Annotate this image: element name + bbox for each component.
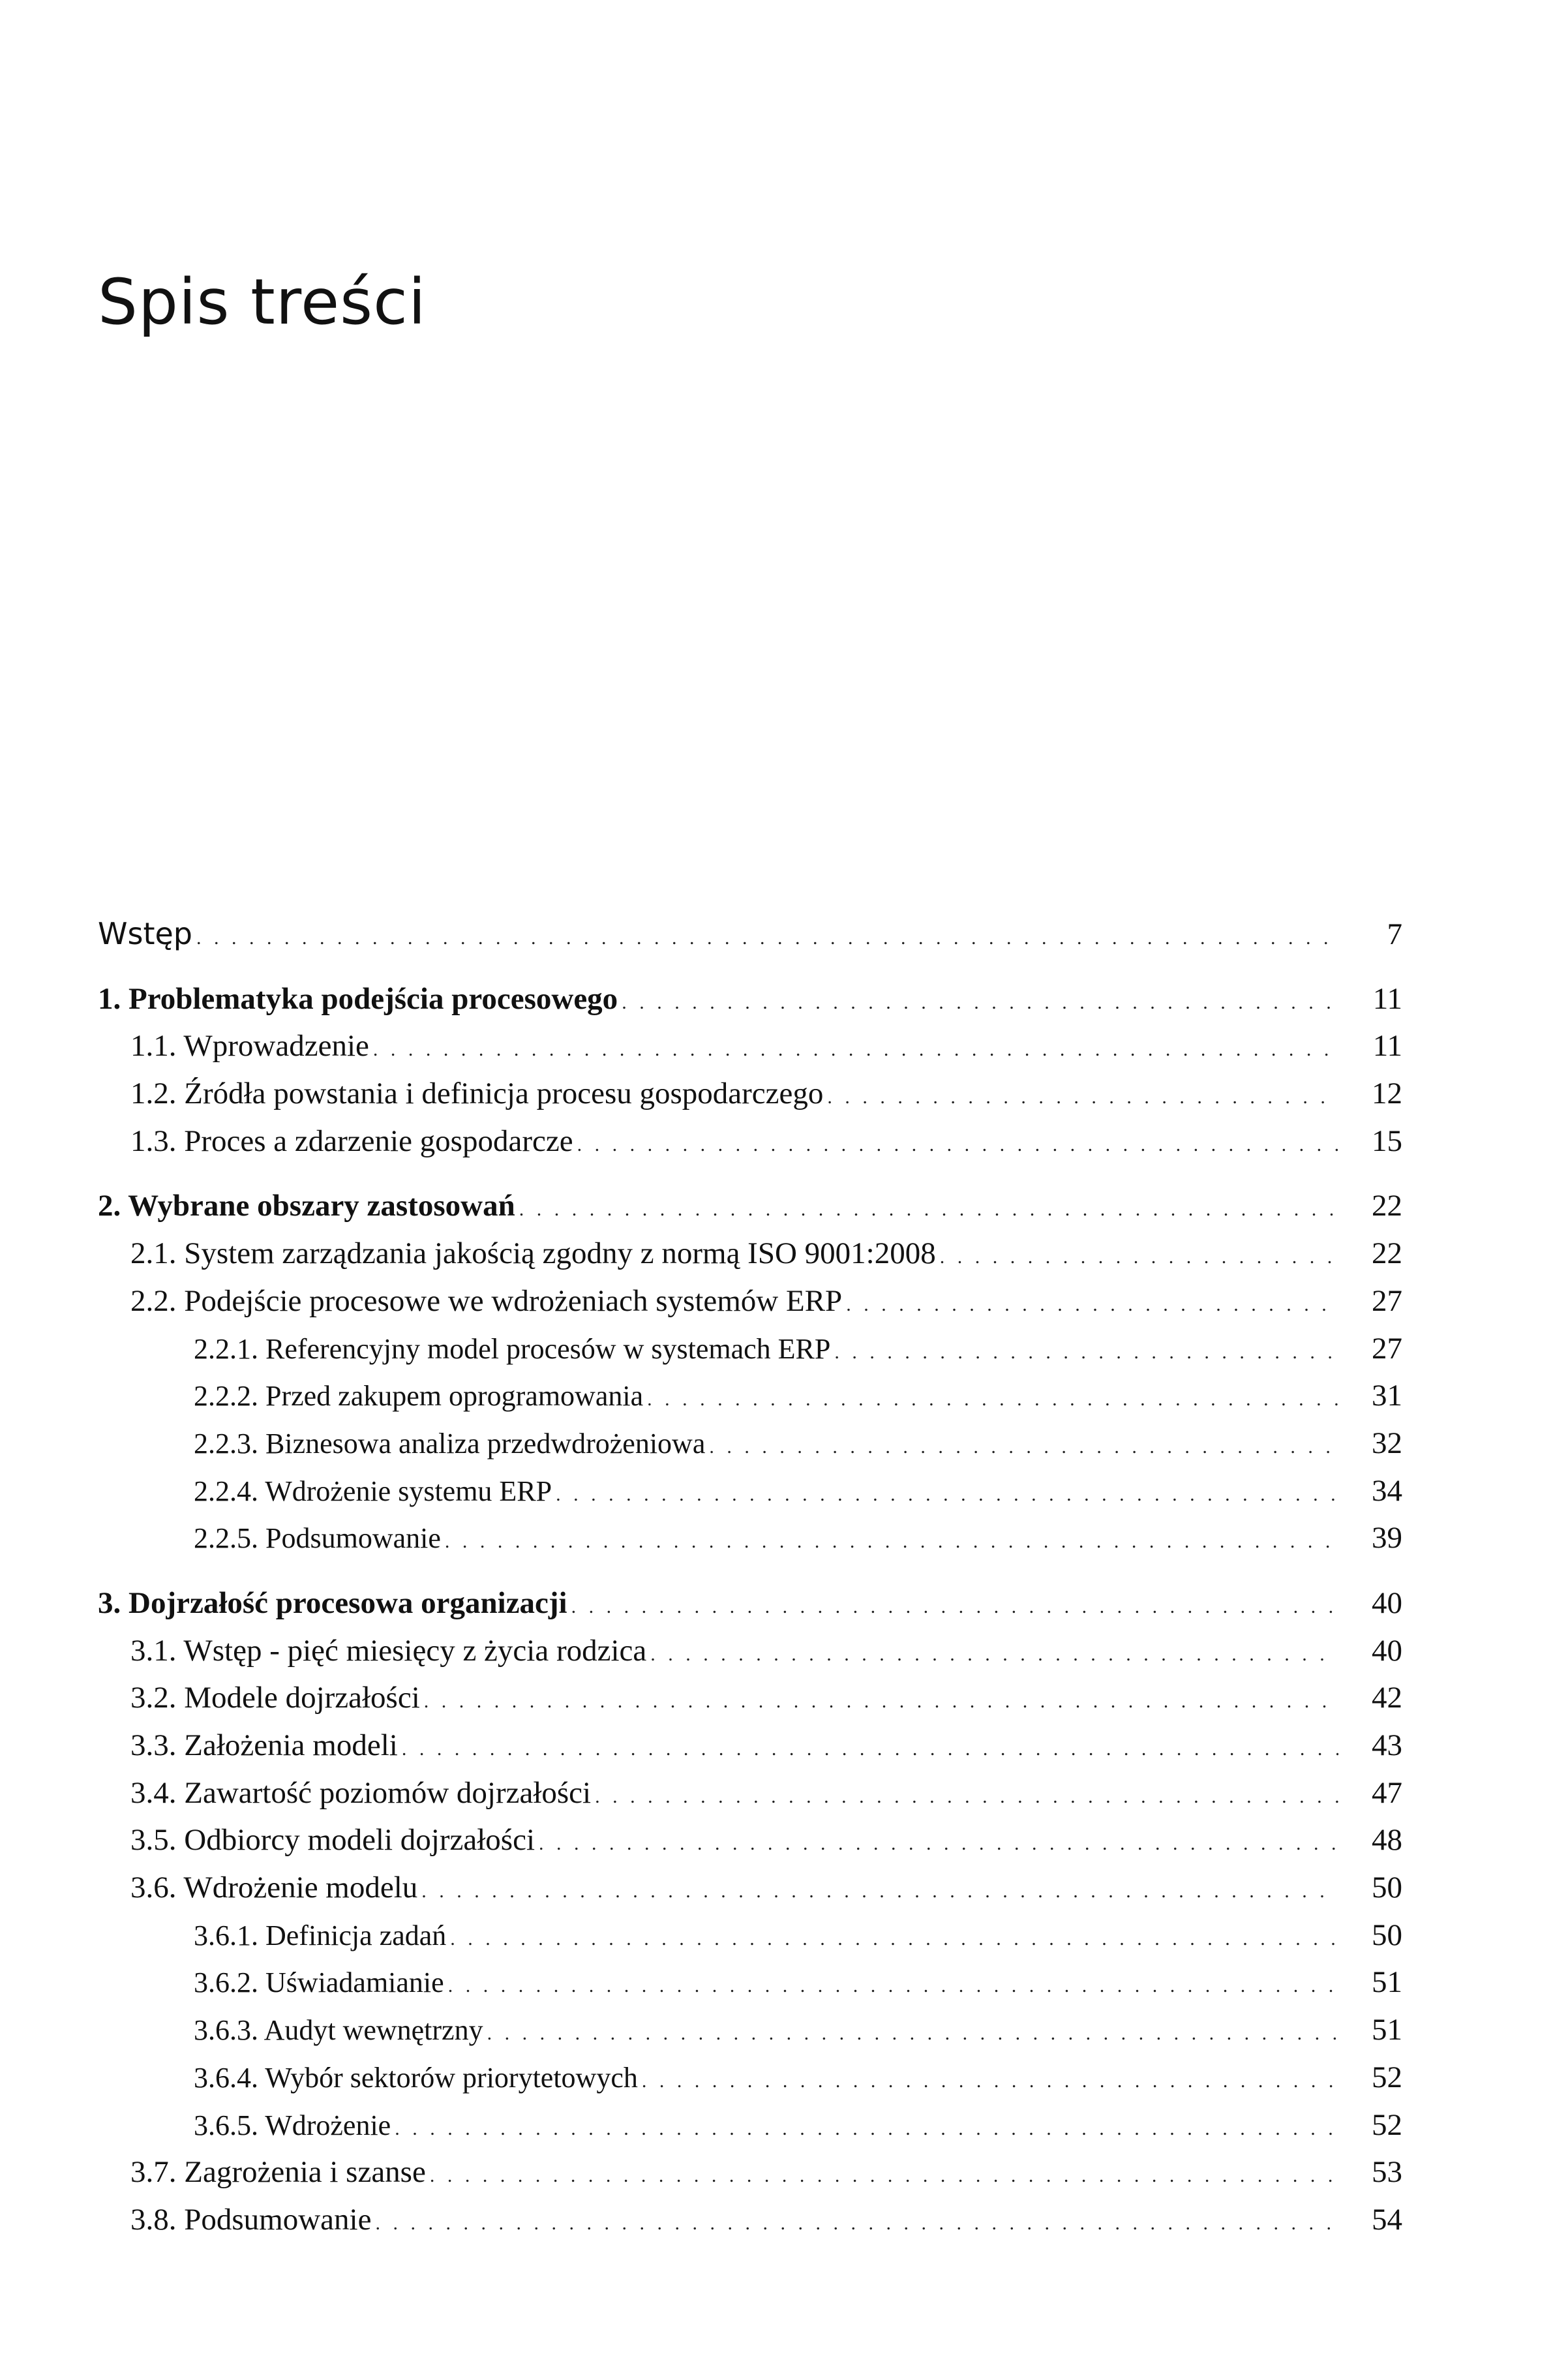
dot-leader — [647, 1376, 1338, 1424]
toc-page-number: 53 — [1372, 2155, 1402, 2190]
toc-entry-label: Wstęp — [98, 916, 192, 951]
toc-entry-label: 3.2. Modele dojrzałości — [130, 1681, 420, 1715]
toc-entry-label: 3.8. Podsumowanie — [130, 2202, 372, 2237]
toc-entry-chapter-3[interactable] — [98, 1580, 1402, 1627]
toc-page-number: 50 — [1372, 1918, 1402, 1952]
toc-entry-section[interactable] — [98, 1816, 1402, 1864]
toc-entry-label: 1.1. Wprowadzenie — [130, 1029, 369, 1063]
dot-leader — [650, 1631, 1338, 1679]
toc-entry-label: 3.6.2. Uświadamianie — [194, 1966, 444, 1999]
toc-entry-section[interactable] — [98, 1864, 1402, 1912]
toc-entry-subsection[interactable] — [98, 1420, 1402, 1467]
toc-entry-subsection[interactable] — [98, 2054, 1402, 2102]
toc-page-number: 12 — [1372, 1077, 1402, 1111]
toc-page-number: 31 — [1372, 1379, 1402, 1413]
dot-leader — [450, 1916, 1338, 1963]
toc-entry-label: 3.4. Zawartość poziomów dojrzałości — [130, 1775, 592, 1810]
toc-entry-label: 3.6.3. Audyt wewnętrzny — [194, 2014, 483, 2047]
toc-entry-chapter-2[interactable] — [98, 1182, 1402, 1230]
toc-entry-label: 2.2.3. Biznesowa analiza przedwdrożeniowa — [194, 1427, 706, 1460]
toc-page-number: 48 — [1372, 1823, 1402, 1858]
toc-page-number: 50 — [1372, 1871, 1402, 1905]
toc-entry-section[interactable] — [98, 1722, 1402, 1769]
toc-page-number: 15 — [1372, 1124, 1402, 1158]
page-title: Spis treści — [98, 266, 427, 339]
toc-entry-section[interactable] — [98, 1277, 1402, 1325]
dot-leader — [571, 1583, 1338, 1631]
dot-leader — [196, 915, 1338, 962]
toc-entry-label: 1.3. Proces a zdarzenie gospodarcze — [130, 1124, 573, 1158]
dot-leader — [424, 1678, 1338, 1726]
dot-leader — [834, 1329, 1338, 1377]
toc-entry-subsection[interactable] — [98, 1912, 1402, 1959]
toc-entry-label: 1.2. Źródła powstania i definicja procesu gospodarczego — [130, 1077, 824, 1111]
toc-entry-section[interactable] — [98, 2149, 1402, 2196]
dot-leader — [487, 2010, 1338, 2058]
dot-leader — [595, 1773, 1338, 1821]
toc-page-number: 22 — [1372, 1236, 1402, 1271]
dot-leader — [827, 1074, 1338, 1122]
toc-page-number: 42 — [1372, 1681, 1402, 1715]
dot-leader — [709, 1424, 1338, 1471]
toc-page-number: 51 — [1372, 1965, 1402, 2000]
toc-entry-label: 3. Dojrzałość procesowa organizacji — [98, 1585, 567, 1620]
toc-entry-intro[interactable] — [98, 910, 1402, 958]
toc-page-number: 27 — [1372, 1283, 1402, 1318]
dot-leader — [940, 1234, 1338, 1281]
toc-entry-label: 3.5. Odbiorcy modeli dojrzałości — [130, 1823, 535, 1858]
toc-entry-label: 2.1. System zarządzania jakością zgodny z normą ISO 9001:2008 — [130, 1236, 936, 1271]
table-of-contents — [98, 910, 1402, 2244]
toc-entry-subsection[interactable] — [98, 1372, 1402, 1420]
toc-page-number: 32 — [1372, 1426, 1402, 1460]
toc-entry-label: 3.6.1. Definicja zadań — [194, 1919, 447, 1951]
toc-page-number: 22 — [1372, 1189, 1402, 1223]
toc-page-number: 34 — [1372, 1473, 1402, 1508]
dot-leader — [445, 1518, 1338, 1566]
toc-page-number: 7 — [1387, 917, 1402, 951]
dot-leader — [375, 2200, 1338, 2248]
toc-entry-label: 2.2.2. Przed zakupem oprogramowania — [194, 1380, 644, 1413]
toc-page-number: 52 — [1372, 2107, 1402, 2142]
toc-page-number: 39 — [1372, 1521, 1402, 1555]
toc-page-number: 40 — [1372, 1633, 1402, 1668]
toc-page-number: 11 — [1372, 1029, 1402, 1063]
dot-leader — [622, 979, 1338, 1027]
toc-entry-label: 3.1. Wstęp - pięć miesięcy z życia rodzica — [130, 1633, 647, 1668]
toc-entry-label: 3.6. Wdrożenie modelu — [130, 1871, 418, 1905]
dot-leader — [430, 2152, 1338, 2200]
toc-entry-label: 3.6.5. Wdrożenie — [194, 2109, 391, 2141]
dot-leader — [539, 1820, 1338, 1868]
toc-page-number: 47 — [1372, 1775, 1402, 1810]
dot-leader — [556, 1471, 1338, 1519]
toc-entry-chapter-1[interactable] — [98, 975, 1402, 1023]
toc-entry-label: 2.2.4. Wdrożenie systemu ERP — [194, 1475, 552, 1507]
toc-entry-subsection[interactable] — [98, 1959, 1402, 2006]
toc-page-number: 11 — [1372, 981, 1402, 1016]
toc-entry-label: 2.2.5. Podsumowanie — [194, 1522, 441, 1555]
toc-entry-section[interactable] — [98, 1230, 1402, 1277]
toc-entry-section[interactable] — [98, 1022, 1402, 1070]
toc-page-number: 27 — [1372, 1331, 1402, 1366]
toc-entry-section[interactable] — [98, 1769, 1402, 1817]
toc-page-number: 52 — [1372, 2060, 1402, 2094]
toc-entry-label: 3.7. Zagrożenia i szanse — [130, 2155, 426, 2190]
toc-entry-section[interactable] — [98, 1070, 1402, 1118]
toc-entry-section[interactable] — [98, 1674, 1402, 1722]
dot-leader — [448, 1963, 1338, 2010]
toc-entry-label: 1. Problematyka podejścia procesowego — [98, 981, 618, 1016]
toc-entry-label: 2.2.1. Referencyjny model procesów w systemach ERP — [194, 1332, 831, 1365]
dot-leader — [519, 1186, 1338, 1234]
toc-entry-label: 2.2. Podejście procesowe we wdrożeniach systemów ERP — [130, 1283, 843, 1318]
dot-leader — [421, 1868, 1338, 1916]
toc-page-number: 51 — [1372, 2013, 1402, 2047]
toc-page-number: 54 — [1372, 2202, 1402, 2237]
toc-entry-subsection[interactable] — [98, 2102, 1402, 2149]
toc-entry-section[interactable] — [98, 1627, 1402, 1675]
dot-leader — [373, 1026, 1338, 1074]
toc-entry-subsection[interactable] — [98, 2006, 1402, 2054]
toc-page-number: 40 — [1372, 1585, 1402, 1620]
toc-entry-section[interactable] — [98, 2196, 1402, 2244]
toc-entry-label: 3.6.4. Wybór sektorów priorytetowych — [194, 2061, 638, 2094]
toc-entry-subsection[interactable] — [98, 1467, 1402, 1515]
toc-entry-subsection[interactable] — [98, 1325, 1402, 1373]
dot-leader — [846, 1281, 1338, 1329]
dot-leader — [577, 1122, 1338, 1169]
dot-leader — [642, 2058, 1338, 2105]
toc-entry-subsection[interactable] — [98, 1514, 1402, 1562]
dot-leader — [402, 1726, 1338, 1773]
toc-page-number: 43 — [1372, 1728, 1402, 1762]
toc-entry-section[interactable] — [98, 1118, 1402, 1165]
toc-entry-label: 2. Wybrane obszary zastosowań — [98, 1189, 515, 1223]
toc-entry-label: 3.3. Założenia modeli — [130, 1728, 398, 1762]
dot-leader — [395, 2105, 1338, 2153]
